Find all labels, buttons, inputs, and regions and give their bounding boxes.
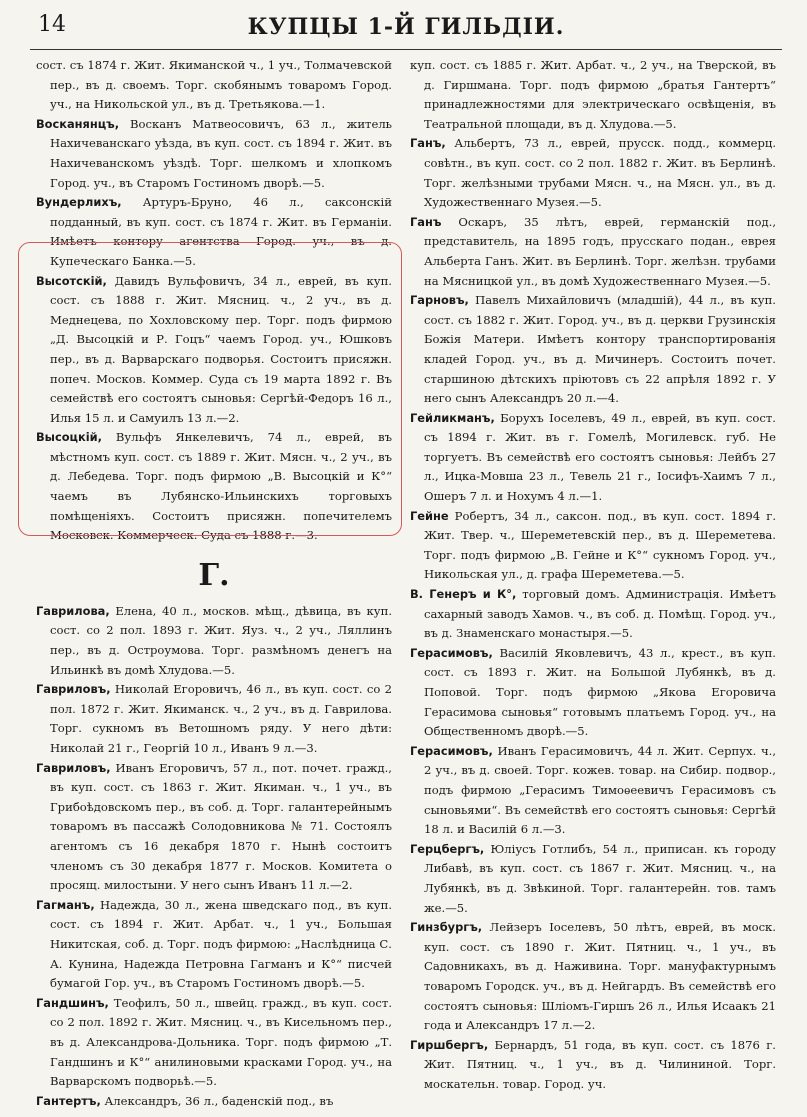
entry-text: Александръ, 36 л., баденскiй под., въ xyxy=(104,1093,334,1108)
entry-name: Герцбергъ, xyxy=(410,841,485,856)
entry-text: Лейзеръ Іоселевъ, 50 лѣтъ, еврей, въ моск. куп. сост. съ 1890 г. Жит. Пятниц. ч., 1 уч., въ Садовникахъ, въ д. Наживина. Торг. мануфактурнымъ товаромъ Городск. уч., въ д. Нейгардъ. Въ семействѣ его состоятъ сыновья: Шлiомъ-Гиршъ 26 л., Илья Исаакъ 21 года и Александръ 17 л.—2. xyxy=(424,920,776,1033)
entry-text: Давидъ Вульфовичъ, 34 л., еврей, въ куп. сост. съ 1888 г. Жит. Мясниц. ч., 2 уч., въ д. Меднецева, по Хохловскому пер. Торг. подъ фирмою „Д. Высоцкiй и Р. Гоцъ“ чаемъ Город. уч., Юшковъ пер., въ д. Варварскаго подворья. Состоитъ присяжн. попеч. Москов. Коммер. Суда съ 19 марта 1892 г. Въ семействѣ его состоятъ сыновья: Сергѣй-Федоръ 16 л., Илья 15 л. и Самуилъ 13 л.—2. xyxy=(50,273,392,425)
entry-text: куп. сост. съ 1885 г. Жит. Арбат. ч., 2 уч., на Тверской, въ д. Гиршмана. Торг. подъ фирмою „братья Гантертъ“ принадлежностями для электрическаго освѣщенiя, въ Театральной площади, въ д. Хлудова.—5. xyxy=(410,58,776,131)
directory-entry xyxy=(410,291,776,409)
entry-name: Гиршбергъ, xyxy=(410,1037,489,1052)
entry-text: Бернардъ, 51 года, въ куп. сост. съ 1876 г. Жит. Пятниц. ч., 1 уч., въ д. Чилининой. Торг. москательн. товар. Город. уч. xyxy=(424,1037,776,1091)
entry-name: Ганъ xyxy=(410,214,442,229)
directory-entry xyxy=(410,644,776,742)
entry-name: Герасимовъ, xyxy=(410,645,493,660)
entry-name: Гейликманъ, xyxy=(410,410,495,425)
entry-name: Вундерлихъ, xyxy=(36,195,122,210)
entry-text: Теофилъ, 50 л., швейц. гражд., въ куп. сост. со 2 пол. 1892 г. Жит. Мясниц. ч., въ Кисельномъ пер., въ д. Александрова-Дольника. Торг. подъ фирмою „Т. Гандшинъ и К°“ анилиновыми красками Город. уч., на Варварскомъ подворьѣ.—5. xyxy=(50,995,393,1089)
directory-entry xyxy=(410,409,776,507)
directory-entry xyxy=(410,56,776,134)
directory-entry xyxy=(410,840,776,918)
entry-text: торговый домъ. Администрацiя. Имѣетъ сахарный заводъ Хамов. ч., въ соб. д. Помѣщ. Город. уч., въ д. Знаменскаго монастыря.—5. xyxy=(424,587,777,641)
directory-entry xyxy=(410,507,776,585)
entry-text: сост. съ 1874 г. Жит. Якиманской ч., 1 уч., Толмачевской пер., въ д. своемъ. Торг. скобянымъ товаромъ Город. уч., на Никольской ул., въ д. Третьякова.—1. xyxy=(36,58,392,112)
entry-text: Борухъ Іоселевъ, 49 л., еврей, въ куп. сост. съ 1894 г. Жит. въ г. Гомелѣ, Могилевск. губ. Не торгуетъ. Въ семействѣ его состоятъ сыновья: Лейбъ 27 л., Ицка-Мовша 23 л., Тевель 21 г., Іосифъ-Хаимъ 7 л., Ошеръ 7 л. и Нохумъ 4 л.—1. xyxy=(424,410,776,504)
entry-text: Иванъ Егоровичъ, 57 л., пот. почет. гражд., въ куп. сост. съ 1863 г. Жит. Якиман. ч., 1 уч., въ Грибоѣдовскомъ пер., въ соб. д. Торг. галантерейнымъ товаромъ въ пассажѣ Солодовникова № 71. Состоялъ агентомъ съ 16 декабря 1870 г. Нынѣ состоитъ членомъ съ 30 декабря 1877 г. Москов. Комитета о просящ. милостыни. У него сынъ Иванъ 11 л.—2. xyxy=(50,760,392,893)
entry-name: Высоцкiй, xyxy=(36,430,102,445)
entry-name: Гавриловъ, xyxy=(36,760,111,775)
entry-name: Гарновъ, xyxy=(410,293,469,308)
entry-name: Гаврилова, xyxy=(36,603,110,618)
entry-text: Павелъ Михайловичъ (младшiй), 44 л., въ куп. сост. съ 1882 г. Жит. Город. уч., въ д. церкви Грузинскія Божія Матери. Имѣетъ контору транспортированія кладей Город. уч., въ д. Мичинеръ. Состоитъ почет. старшиною дѣтскихъ прiютовъ съ 22 апрѣля 1892 г. У него сынъ Александръ 20 л.—4. xyxy=(424,293,776,406)
left-column xyxy=(36,56,392,1111)
entry-name: Гавриловъ, xyxy=(36,682,111,697)
directory-entry xyxy=(410,1036,776,1095)
section-letter: Г. xyxy=(198,557,230,593)
entry-name: Гинзбургъ, xyxy=(410,920,483,935)
directory-entry xyxy=(36,272,392,429)
directory-entry xyxy=(36,1092,392,1112)
directory-entry xyxy=(36,115,392,193)
directory-entry xyxy=(36,428,392,546)
entry-text: Оскаръ, 35 лѣтъ, еврей, германскiй под., представитель, на 1895 годъ, прусскаго подан., еврея Альберта Ганъ. Жит. въ Берлинѣ. Торг. желѣзн. трубами на Мясницкой ул., въ домѣ Художественнаго Музея.—5. xyxy=(424,214,777,288)
directory-entry xyxy=(410,134,776,212)
entry-text: Иванъ Герасимовичъ, 44 л. Жит. Серпух. ч., 2 уч., въ д. своей. Торг. кожев. товар. на Сибир. подвор., подъ фирмою „Герасимъ Тимоѳеевичъ Герасимовъ съ сыновьями“. Въ семействѣ его состоятъ сыновья: Сергѣй 18 л. и Василiй 6 л.—3. xyxy=(424,743,777,837)
entry-text: Николай Егоровичъ, 46 л., въ куп. сост. со 2 пол. 1872 г. Жит. Якиманск. ч., 2 уч., въ д. Гаврилова. Торг. сукномъ въ Ветошномъ ряду. У него дѣти: Николай 21 г., Георгiй 10 л., Иванъ 9 л.—3. xyxy=(50,682,392,755)
entry-name: Высотскiй, xyxy=(36,273,107,288)
directory-entry xyxy=(36,759,392,896)
page-number: 14 xyxy=(38,12,66,37)
entry-text: Восканъ Матвеосовичъ, 63 л., житель Нахичеванскаго уѣзда, въ куп. сост. съ 1894 г. Жит. въ Нахичеванскомъ уѣздѣ. Торг. шелкомъ и хлопкомъ Город. уч., въ Старомъ Гостиномъ дворѣ.—5. xyxy=(50,116,392,190)
entry-name: Герасимовъ, xyxy=(410,743,493,758)
directory-entry xyxy=(410,213,776,291)
entry-text: Елена, 40 л., москов. мѣщ., дѣвица, въ куп. сост. со 2 пол. 1893 г. Жит. Яуз. ч., 2 уч., Ляллинъ пер., въ д. Остроумова. Торг. размѣномъ денегъ на Ильинкѣ въ домѣ Хлудова.—5. xyxy=(50,603,393,677)
entry-text: Надежда, 30 л., жена шведскаго под., въ куп. сост. съ 1894 г. Жит. Арбат. ч., 1 уч., Большая Никитская, соб. д. Торг. подъ фирмою: „Наслѣдница С. А. Кунина, Надежда Петровна Гагманъ и К°“ писчей бумагой Гор. уч., въ Старомъ Гостиномъ дворѣ.—5. xyxy=(50,897,392,991)
directory-entry xyxy=(36,896,392,994)
entry-name: Ганъ, xyxy=(410,136,446,151)
entry-text: Робертъ, 34 л., саксон. под., въ куп. сост. 1894 г. Жит. Твер. ч., Шереметевскiй пер., въ д. Шереметева. Торг. подъ фирмою „В. Гейне и К°“ сукномъ Город. уч., Никольская ул., д. графа Шереметева.—5. xyxy=(424,508,776,582)
entry-text: Вульфъ Янкелевичъ, 74 л., еврей, въ мѣстномъ куп. сост. съ 1889 г. Жит. Мясн. ч., 2 уч., въ д. Лебедева. Торг. подъ фирмою „В. Высоцкiй и К°“ чаемъ въ Лубянско-Ильинскихъ торговыхъ помѣщенiяхъ. Состоитъ присяжн. попечителемъ Московск. Коммерческ. Суда съ 1888 г.—3. xyxy=(50,430,392,543)
entry-name: Гейне xyxy=(410,508,449,523)
entry-text: Артуръ-Бруно, 46 л., саксонскiй подданный, въ куп. сост. съ 1874 г. Жит. въ Германiи. Имѣетъ контору агентства Город. уч., въ д. Купеческаго Банка.—5. xyxy=(50,195,392,268)
running-title: КУПЦЫ 1-Й ГИЛЬДIИ. xyxy=(247,14,565,40)
entry-text: Юлiусъ Готлибъ, 54 л., приписан. къ городу Либавѣ, въ куп. сост. съ 1867 г. Жит. Мясниц. ч., на Лубянкѣ, въ д. Звѣкиной. Торг. галантерейн. тов. тамъ же.—5. xyxy=(424,841,777,915)
directory-entry xyxy=(36,994,392,1092)
right-column xyxy=(410,56,776,1094)
directory-entry xyxy=(36,56,392,115)
entry-text: Василiй Яковлевичъ, 43 л., крест., въ куп. сост. съ 1893 г. Жит. на Большой Лубянкѣ, въ д. Поповой. Торг. подъ фирмою „Якова Егоровича Герасимова сыновья“ готовымъ платьемъ Город. уч., на Общественномъ дворѣ.—5. xyxy=(424,645,776,739)
directory-entry xyxy=(410,742,776,840)
directory-entry xyxy=(36,193,392,271)
entry-text: Альбертъ, 73 л., еврей, прусск. подд., коммерц. совѣтн., въ куп. сост. со 2 пол. 1882 г. Жит. въ Берлинѣ. Торг. желѣзными трубами Мясн. ч., на Мясн. ул., въ д. Художественнаго Музея.—5. xyxy=(424,136,777,210)
directory-entry xyxy=(36,680,392,758)
header-rule xyxy=(30,49,782,50)
entry-name: Гантертъ, xyxy=(36,1093,101,1108)
directory-entry xyxy=(36,602,392,680)
page-header xyxy=(30,8,782,48)
directory-entry xyxy=(410,585,776,644)
entry-name: В. Генеръ и К°, xyxy=(410,587,517,602)
entry-name: Гагманъ, xyxy=(36,897,95,912)
entry-name: Гандшинъ, xyxy=(36,995,109,1010)
entry-name: Восканянцъ, xyxy=(36,116,120,131)
directory-entry xyxy=(410,918,776,1036)
